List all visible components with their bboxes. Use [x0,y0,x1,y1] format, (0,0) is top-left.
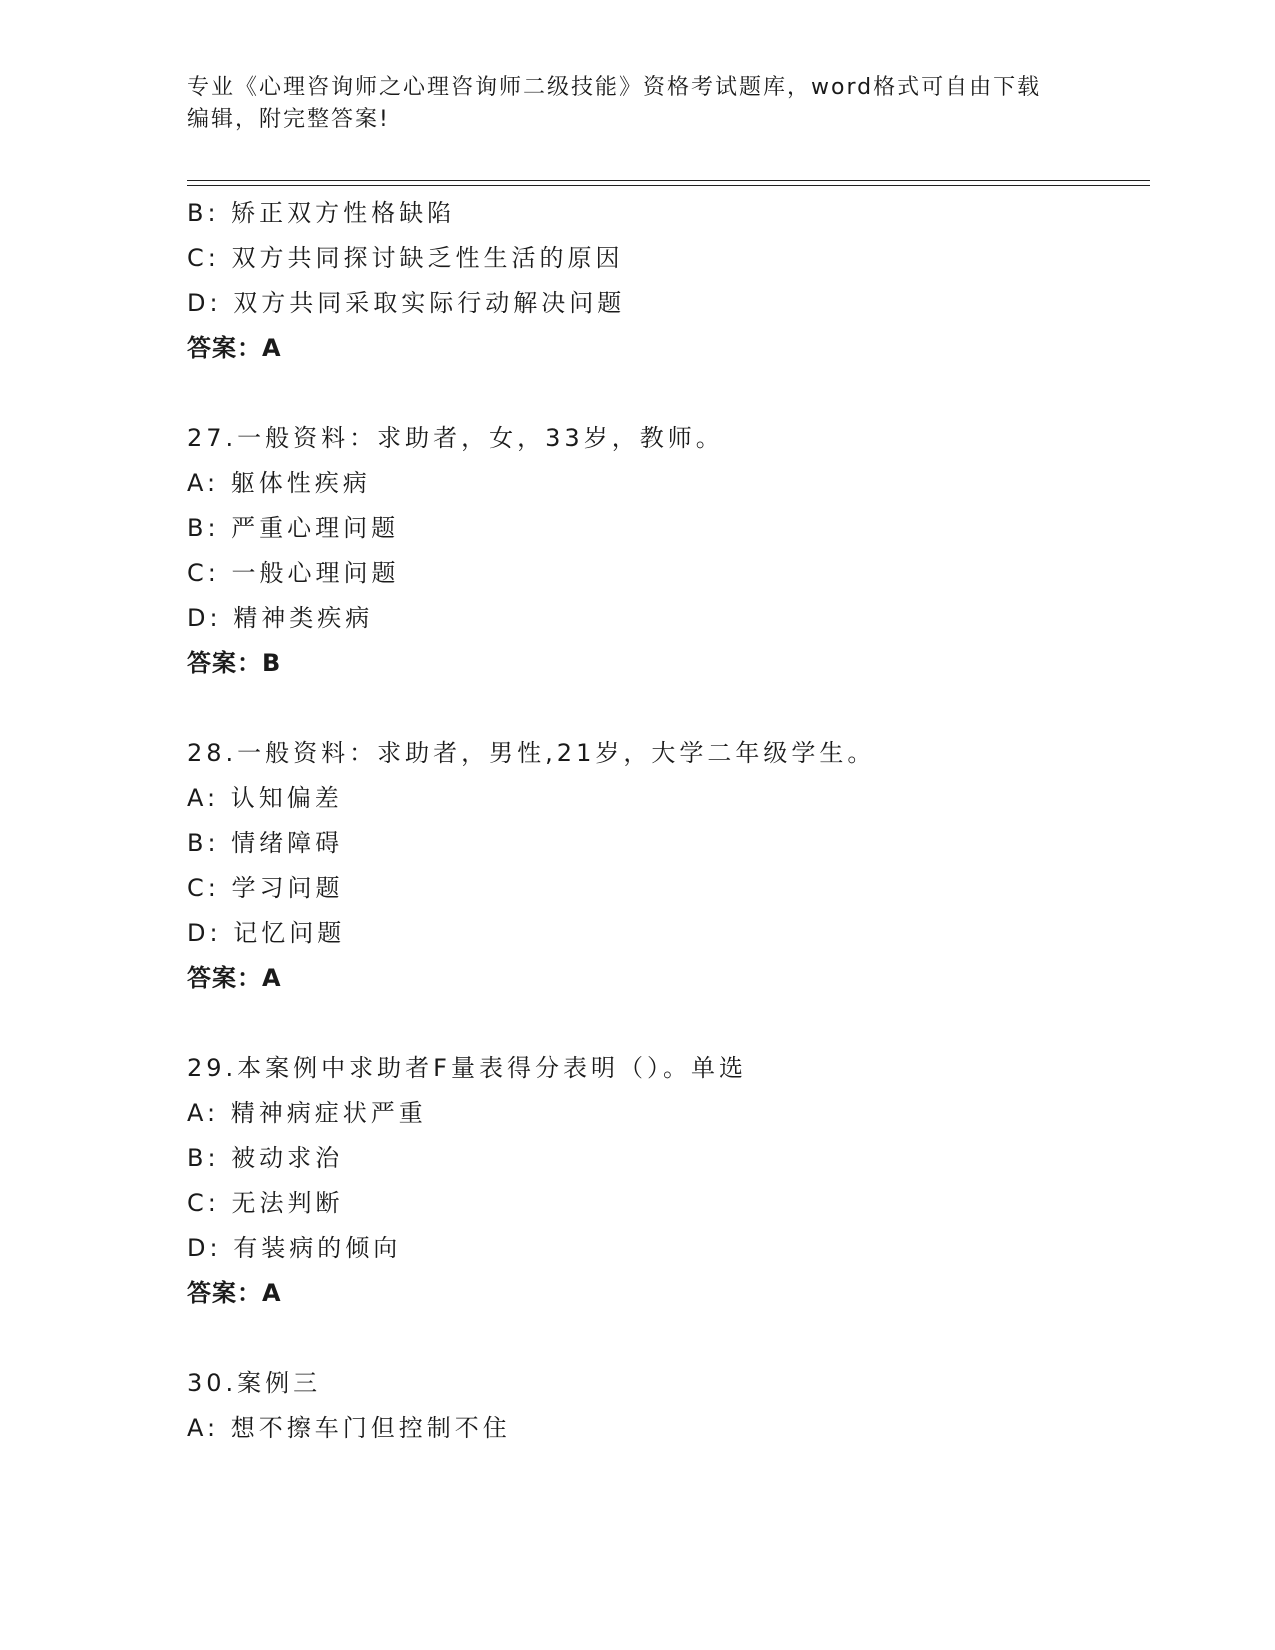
q27-option-d: D: 精神类疾病 [187,604,374,632]
q28-answer: 答案：A [187,964,282,992]
q30-question: 30.案例三 [187,1369,322,1397]
header-line-2: 编辑，附完整答案! [187,107,390,132]
q29-option-b: B: 被动求治 [187,1144,344,1172]
document-header [187,72,1087,136]
q29-option-c: C: 无法判断 [187,1189,344,1217]
header-line-1: 专业《心理咨询师之心理咨询师二级技能》资格考试题库，word格式可自由下载 [187,75,1042,100]
q28-option-d: D: 记忆问题 [187,919,346,947]
header-rule-top [187,180,1150,181]
q28-option-a: A: 认知偏差 [187,784,343,812]
q27-option-a: A: 躯体性疾病 [187,469,371,497]
q29-option-d: D: 有装病的倾向 [187,1234,402,1262]
q27-option-b: B: 严重心理问题 [187,514,400,542]
q29-question: 29.本案例中求助者F量表得分表明（）。单选 [187,1054,747,1082]
q28-option-b: B: 情绪障碍 [187,829,344,857]
q26-answer: 答案：A [187,334,282,362]
q26-option-c: C: 双方共同探讨缺乏性生活的原因 [187,244,624,272]
q26-option-d: D: 双方共同采取实际行动解决问题 [187,289,626,317]
header-rule-bottom [187,185,1150,186]
q29-answer: 答案：A [187,1279,282,1307]
q27-question: 27.一般资料：求助者，女，33岁，教师。 [187,424,724,452]
q26-option-b: B: 矫正双方性格缺陷 [187,199,456,227]
q28-question: 28.一般资料：求助者，男性,21岁，大学二年级学生。 [187,739,876,767]
q28-option-c: C: 学习问题 [187,874,344,902]
q27-answer: 答案：B [187,649,282,677]
q29-option-a: A: 精神病症状严重 [187,1099,427,1127]
q27-option-c: C: 一般心理问题 [187,559,400,587]
q30-option-a: A: 想不擦车门但控制不住 [187,1414,511,1442]
